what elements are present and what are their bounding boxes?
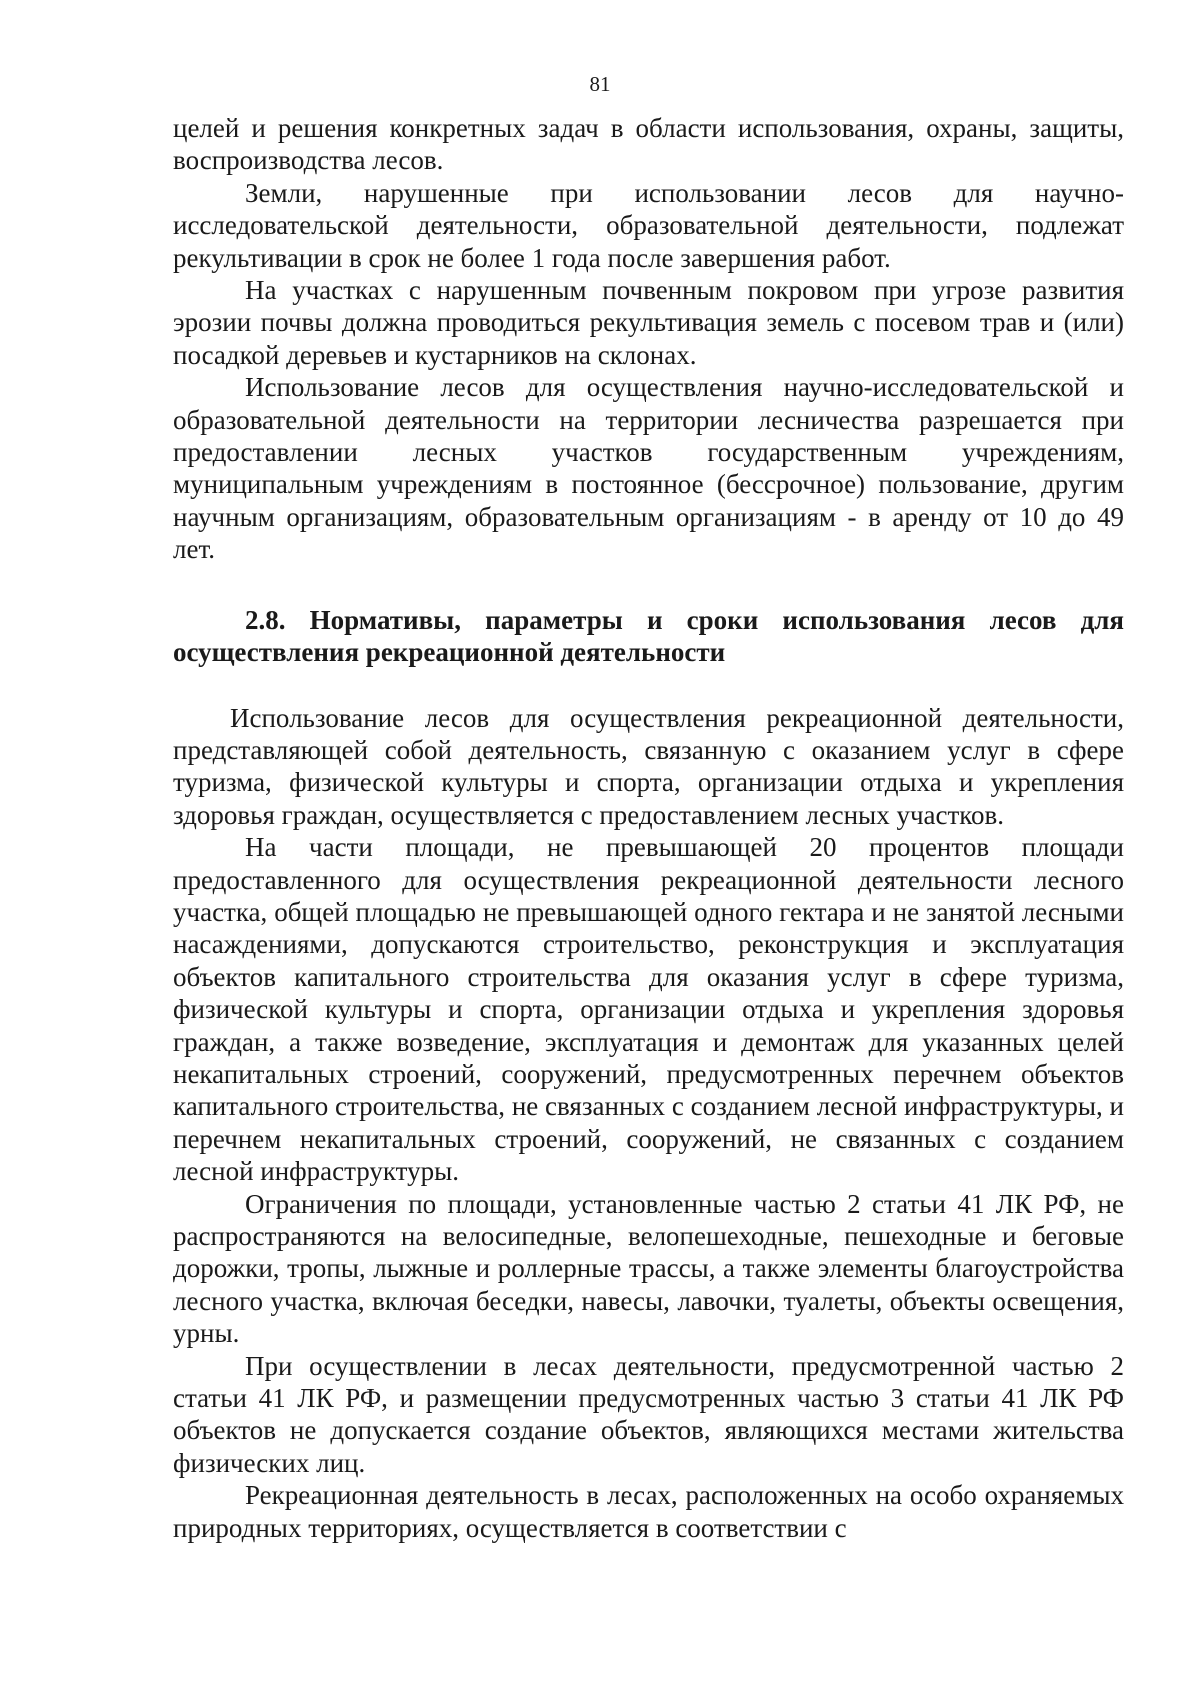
paragraph-protected-areas: Рекреационная деятельность в лесах, расположенных на особо охраняемых природных территориях, осуществляется в соответствии с [173,1480,1124,1543]
paragraph-residence-ban: При осуществлении в лесах деятельности, предусмотренной частью 2 статьи 41 ЛК РФ, и размещении предусмотренных частью 3 статьи 41 ЛК РФ объектов не допускается создание объектов, являющихся местами жительства физических лиц. [173,1350,1124,1478]
paragraph-research-use: Использование лесов для осуществления научно-исследовательской и образовательной деятельности на территории лесничества разрешается при предоставлении лесных участков государственным учреждениям, муниципальным учреждениям в постоянное (бессрочное) пользование, другим научным организациям, образовательным организациям - в аренду от 10 до 49 лет. [173,372,1124,565]
paragraph-land-reclamation: Земли, нарушенные при использовании лесов для научно-исследовательской деятельности, образовательной деятельности, подлежат рекультивации в срок не более 1 года после завершения работ. [173,177,1124,273]
paragraph-area-exceptions: Ограничения по площади, установленные частью 2 статьи 41 ЛК РФ, не распространяются на велосипедные, велопешеходные, пешеходные и беговые дорожки, тропы, лыжные и роллерные трассы, а также элементы благоустройства лесного участка, включая беседки, навесы, лавочки, туалеты, объекты освещения, урны. [173,1188,1124,1349]
paragraph-area-limits: На части площади, не превышающей 20 процентов площади предоставленного для осуществления рекреационной деятельности лесного участка, общей площадью не превышающей одного гектара и не занятой лесными насаждениями, допускаются строительство, реконструкция и эксплуатация объектов капитального строительства для оказания услуг в сфере туризма, физической культуры и спорта, организации отдыха и укрепления здоровья граждан, а также возведение, эксплуатация и демонтаж для указанных целей некапитальных строений, сооружений, предусмотренных перечнем объектов капитального строительства, не связанных с созданием лесной инфраструктуры, и перечнем некапитальных строений, сооружений, не связанных с созданием лесной инфраструктуры. [173,832,1124,1187]
section-heading: 2.8. Нормативы, параметры и сроки использования лесов для осуществления рекреационной деятельности [173,604,1124,668]
page-number: 81 [589,72,611,96]
paragraph-continuation: целей и решения конкретных задач в области использования, охраны, защиты, воспроизводства лесов. [173,113,1124,176]
paragraph-erosion: На участках с нарушенным почвенным покровом при угрозе развития эрозии почвы должна проводиться рекультивация земель с посевом трав и (или) посадкой деревьев и кустарников на склонах. [173,275,1124,370]
page-content [173,112,1124,1544]
paragraph-recreation-intro: Использование лесов для осуществления рекреационной деятельности, представляющей собой деятельность, связанную с оказанием услуг в сфере туризма, физической культуры и спорта, организации отдыха и укрепления здоровья граждан, осуществляется с предоставлением лесных участков. [173,702,1124,830]
